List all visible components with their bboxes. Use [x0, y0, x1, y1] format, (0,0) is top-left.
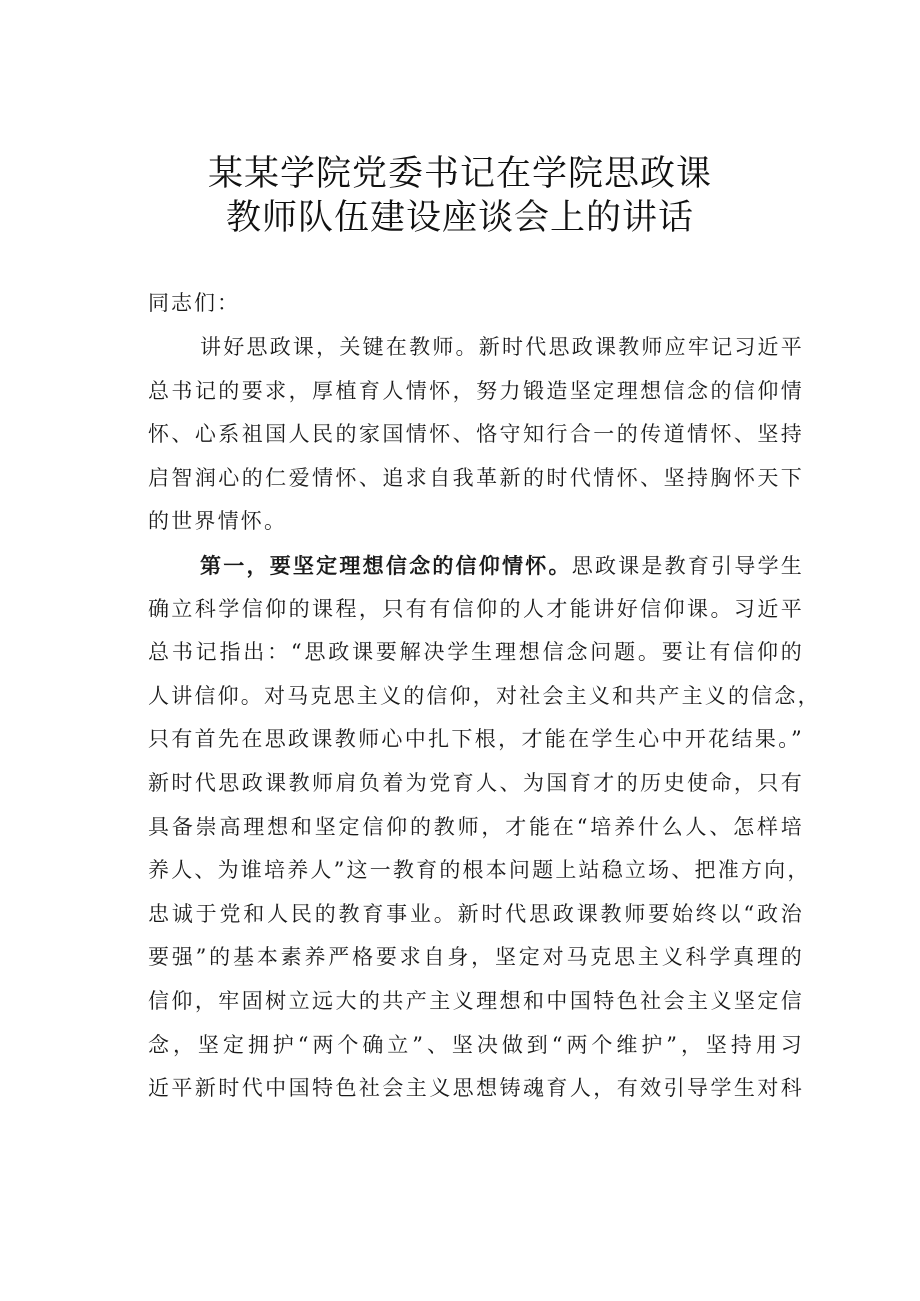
- paragraph-1-line: 讲好思政课，关键在教师。新时代思政课教师应牢记习近平: [200, 335, 804, 359]
- paragraph-2: [148, 544, 821, 1111]
- document-title-line-2: 教师队伍建设座谈会上的讲话: [225, 198, 694, 238]
- paragraph-1-line: 怀、心系祖国人民的家国情怀、恪守知行合一的传道情怀、坚持: [148, 422, 804, 447]
- document-title-line-1: 某某学院党委书记在学院思政课: [207, 154, 712, 194]
- paragraph-1-line: 总书记的要求，厚植育人情怀，努力锻造坚定理想信念的信仰情: [148, 378, 804, 403]
- paragraph-2-line: 信仰，牢固树立远大的共产主义理想和中国特色社会主义坚定信: [148, 988, 804, 1013]
- paragraph-2-line: 具备崇高理想和坚定信仰的教师，才能在“培养什么人、怎样培: [148, 814, 804, 839]
- paragraph-2-line: 人讲信仰。对马克思主义的信仰，对社会主义和共产主义的信念，: [148, 683, 821, 708]
- paragraph-2-first-line-rest: 思政课是教育引导学生: [571, 554, 805, 578]
- paragraph-2-line: 近平新时代中国特色社会主义思想铸魂育人，有效引导学生对科: [148, 1076, 804, 1101]
- paragraph-2-line: 只有首先在思政课教师心中扎下根，才能在学生心中开花结果。”: [148, 727, 804, 752]
- greeting: 同志们：: [148, 291, 240, 315]
- paragraph-2-first-line: [148, 544, 804, 588]
- paragraph-1-line: 的世界情怀。: [148, 509, 288, 534]
- paragraph-2-line: 念，坚定拥护“两个确立”、坚决做到“两个维护”，坚持用习: [148, 1032, 804, 1057]
- paragraph-1-line: 启智润心的仁爱情怀、追求自我革新的时代情怀、坚持胸怀天下: [148, 465, 804, 490]
- paragraph-2-line: 养人、为谁培养人”这一教育的根本问题上站稳立场、把准方向，: [148, 858, 811, 883]
- paragraph-2-line: 新时代思政课教师肩负着为党育人、为国育才的历史使命，只有: [148, 770, 804, 795]
- section-heading: 第一，要坚定理想信念的信仰情怀。: [200, 553, 572, 578]
- paragraph-2-line: 要强”的基本素养严格要求自身，坚定对马克思主义科学真理的: [148, 945, 804, 970]
- paragraph-2-line: 忠诚于党和人民的教育事业。新时代思政课教师要始终以“政治: [148, 901, 804, 926]
- paragraph-2-line: 确立科学信仰的课程，只有有信仰的人才能讲好信仰课。习近平: [148, 596, 804, 621]
- paragraph-1: [148, 326, 804, 544]
- paragraph-2-line: 总书记指出：“思政课要解决学生理想信念问题。要让有信仰的: [148, 640, 804, 665]
